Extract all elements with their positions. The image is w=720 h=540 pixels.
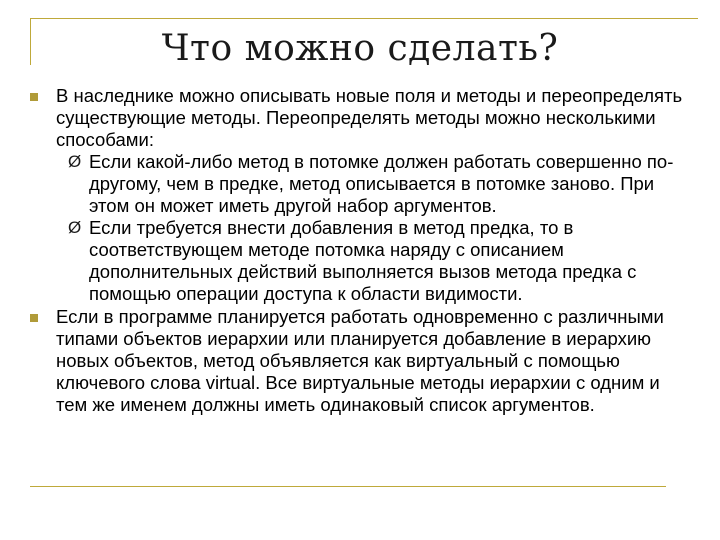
slide-content — [29, 85, 689, 416]
square-bullet-icon — [30, 314, 38, 322]
sub-bullet-item — [56, 217, 689, 305]
sub-bullet-text: Если требуется внести добавления в метод предка, то в соответствующем методе потомка наряду с описанием дополнительных действий выполняется вызов метода предка с помощью операции доступа к области видимости. — [89, 217, 637, 304]
bullet-text: Если в программе планируется работать одновременно с различными типами объектов иерархии или планируется добавление в иерархию новых объектов, метод объявляется как виртуальный с помощью ключевого слова virtual. Все виртуальные методы иерархии с одним и тем же именем должны иметь одинаковый список аргументов. — [56, 306, 664, 415]
arrow-bullet-icon: Ø — [68, 218, 82, 237]
bullet-text: В наследнике можно описывать новые поля и методы и переопределять существующие методы. Переопределять методы можно несколькими способами: — [56, 85, 683, 150]
slide-title: Что можно сделать? — [161, 28, 559, 69]
frame-bottom-line — [30, 486, 666, 487]
frame-top-line — [30, 18, 698, 19]
square-bullet-icon — [30, 93, 38, 101]
bullet-item — [29, 85, 689, 305]
arrow-bullet-icon: Ø — [68, 152, 82, 171]
bullet-item — [29, 306, 689, 416]
sub-bullet-item — [56, 151, 689, 217]
sub-bullet-text: Если какой-либо метод в потомке должен работать совершенно по-другому, чем в предке, метод описывается в потомке заново. При этом он может иметь другой набор аргументов. — [89, 151, 674, 216]
